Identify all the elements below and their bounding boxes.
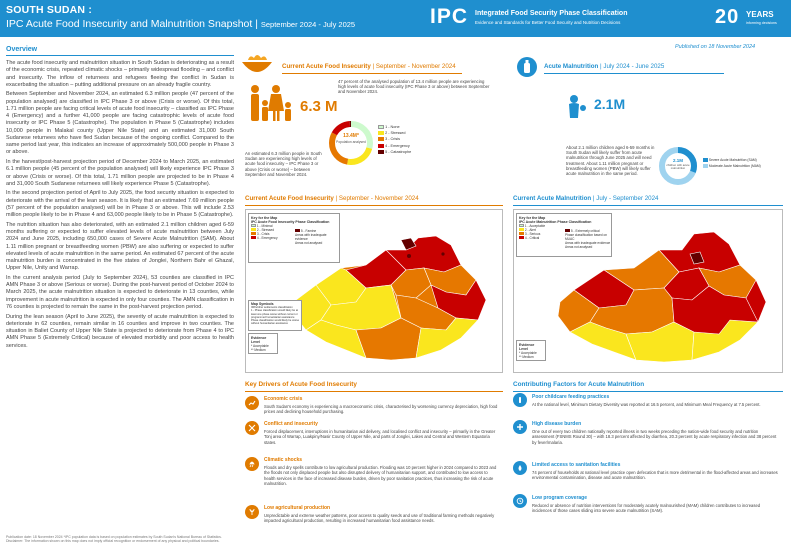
legend-label: 4 - Emergency — [256, 236, 278, 241]
nutrition-evidence-legend — [516, 340, 546, 361]
factor-title: Poor childcare feeding practices — [532, 394, 610, 400]
legend-label: Acceptable — [252, 344, 269, 349]
legend-row — [295, 233, 339, 241]
food-map-rule — [245, 205, 503, 206]
drivers-title: Key Drivers of Acute Food Insecurity — [245, 381, 357, 388]
legend-swatch-phase2 — [378, 131, 384, 135]
nutrition-title-sep: | — [600, 63, 602, 70]
nutrition-big-number: 2.1M — [594, 96, 626, 112]
food-evidence-legend — [248, 333, 278, 354]
climatic-shocks-icon — [245, 457, 259, 471]
factor-title: High disease burden — [532, 421, 582, 427]
nutrition-map-legend — [516, 213, 612, 257]
legend-swatch-phase3 — [378, 137, 384, 141]
nutrition-donut-value: 2.1M — [672, 158, 683, 163]
phase5-marker — [441, 252, 444, 255]
legend-label: Areas not analysed — [295, 241, 323, 246]
baby-bottle-icon — [516, 56, 538, 78]
nutrition-rule — [544, 73, 724, 74]
anniversary-number: 20 — [715, 6, 740, 28]
legend-column-2 — [295, 229, 339, 245]
legend-title: Evidence Level — [251, 336, 267, 345]
anniversary-label: YEARS — [746, 10, 774, 19]
factor-text: 74 percent of households at national level practice open defecation that is more detrimental in the flood-affected areas and increases environmental contamination, disease and acute malnutrition. — [532, 470, 778, 481]
overview-paragraph: The acute food insecurity and malnutrition situation in South Sudan is deteriorating as a result of the economic crisis, repeated climatic shocks – primarily widespread flooding – and conflict and insecurity. The inflow of returnees and refugees fleeing the conflict in Sudan is exacerbating the situation – putting additional pressure on an already fragile country. — [6, 60, 234, 88]
legend-label: 3 - Crisis — [256, 232, 270, 237]
header-bar — [0, 0, 791, 37]
legend-item — [703, 164, 771, 168]
nutrition-donut-legend — [703, 158, 771, 168]
legend-swatch-phase5 — [565, 229, 570, 232]
legend-row: Phase classification based on MUAC — [565, 233, 607, 242]
food-lead-text: 47 percent of the analysed population of 13.4 million people are experiencing high levels of acute food insecurity (IPC Phase 3 or above) between September and November 2024. — [338, 79, 490, 95]
legend-row: IDPs/other settlements classification — [251, 306, 293, 310]
legend-row: Areas with inadequate evidence — [565, 241, 611, 246]
phase5-marker — [407, 254, 411, 258]
nutrition-map-title — [513, 195, 659, 202]
driver-text: Unpredictable and extreme weather patterns, poor access to quality seeds and use of traditional farming methods negatively impacted agricultural production, resulting in increased humanitarian food assistance needs. — [264, 513, 495, 524]
legend-label: 4 - Emergency — [385, 143, 410, 148]
legend-label: 1 - None — [385, 125, 400, 129]
factor-title: Low program coverage — [532, 495, 588, 501]
factor-text: Reduced or absence of nutrition interventions for moderately acutely malnourished (MAM) children contributes to increased incidences of those cases sliding into severe acute malnutrition (SAM). — [532, 503, 761, 514]
legend-label: 2 - Stressed — [256, 228, 275, 233]
food-rule — [282, 73, 462, 74]
factors-title: Contributing Factors for Acute Malnutrition — [513, 381, 645, 388]
legend-swatch-phase2 — [519, 228, 524, 231]
report-title: SOUTH SUDAN : — [6, 4, 93, 16]
nutrition-map-period: July - September 2024 — [596, 195, 659, 202]
legend-subtitle: IPC Acute Malnutrition Phase Classification — [519, 220, 592, 225]
program-coverage-icon — [513, 494, 527, 508]
factor-title: Limited access to sanitation facilities — [532, 462, 621, 468]
legend-swatch-phase2 — [251, 228, 256, 231]
legend-swatch-phase5 — [295, 229, 300, 232]
legend-subtitle: IPC Acute Food Insecurity Phase Classification — [251, 220, 330, 225]
legend-label: 4 - Critical — [524, 236, 540, 241]
legend-title: Key for the Map — [251, 216, 278, 220]
legend-label: 2 - Stressed — [385, 131, 406, 136]
publication-date: Published on 18 November 2024 — [675, 44, 756, 50]
legend-title: Evidence Level — [519, 343, 535, 352]
overview-rule — [6, 55, 234, 56]
nutrition-section-title — [544, 63, 664, 70]
driver-title: Economic crisis — [264, 396, 303, 402]
nutrition-text: About 2.1 million children aged 6-59 months in South Sudan will likely suffer from acute malnutrition through June 2025 and will need treatment. About 1.11 million pregnant or breastfeeding women (PBW) will likely suffer acute malnutrition in the same period. — [566, 145, 655, 177]
legend-swatch-phase3 — [519, 232, 524, 235]
overview-heading: Overview — [6, 46, 38, 53]
driver-text: Floods and dry spells contribute to low agricultural production. Flooding was 10 percent higher in 2024 compared to 2023 and the floods not only displaced people but also disrupted delivery of humanitarian support, and contributed to low access to health services in the face of increased disease burden, driven by poor sanitation practices, thus increasing the risk of acute malnutrition. — [264, 465, 497, 486]
nutrition-map-rule — [513, 205, 783, 206]
legend-label: 1 - Acceptable — [524, 224, 546, 229]
driver-title: Conflict and insecurity — [264, 421, 318, 427]
legend-row: * Acceptable — [251, 344, 269, 349]
food-map-title-text: Current Acute Food Insecurity — [245, 195, 334, 202]
report-period: September 2024 - July 2025 — [260, 20, 356, 29]
overview-paragraph: In the second projection period of April to July 2025, the food security situation is expected to deteriorate with the arrival of the lean season. It is likely that an estimated 7.69 million people (57 percent of the population analysed) will be in Phase 3 or above. This will include 2.53 million people likely to be in Phase 4 and 63,000 people likely to be in Phase 5 (Catastrophe). — [6, 190, 234, 219]
sanitation-icon — [513, 461, 527, 475]
food-map-legend — [248, 213, 340, 263]
factors-rule — [513, 391, 783, 392]
overview-paragraph: Between September and November 2024, an estimated 6.3 million people (47 percent of the population analysed) are classified in IPC Phase 3 or above (Crisis or worse). Of this total, 1.71 million people are facing critical levels of acute food insecurity – classified as IPC Phase 4 (Emergency) and a further 41,000 people are facing catastrophic levels of acute food insecurity or IPC Phase 5 (Catastrophe). The population in Phase 5 (Catastrophe) includes 10,000 people in Malakal county (Upper Nile State) and an estimated 31,000 South Sudanese returnees who have fled Sudan because of the ongoing conflict. Compared to the same period last year, this indicates an increase of approximately 500,000 people in Phase 3 or above. — [6, 91, 234, 156]
overview-paragraph: The nutrition situation has also deteriorated, with an estimated 2.1 million children aged 6-59 months suffering or expected to suffer elevated levels of acute malnutrition between July 2024 and June 2025, including 650,000 cases of Severe Acute Malnutrition (SAM). About 1.11 million pregnant or breastfeeding women (PBW) are also suffering or expected to suffer elevated levels of acute malnutrition in the same period. An estimated 67 percent of the acute malnutrition burden is concentrated in the five states of Jonglei, Northern Bahr el Ghazal, Upper Nile, Unity and Warrap. — [6, 221, 234, 272]
legend-label: Acceptable — [520, 351, 537, 356]
legend-row: Areas not analysed — [565, 245, 593, 250]
food-donut-legend — [378, 124, 411, 155]
legend-swatch-phase4 — [378, 144, 384, 148]
ipc-subtagline: Evidence and Standards for Better Food Security and Nutrition Decisions — [475, 20, 621, 25]
overview-paragraph: In the current analysis period (July to September 2024), 53 counties are classified in IPC AMN Phase 3 or above (Serious or worse). During the post-harvest period of October 2024 to March 2025, the acute malnutrition situation is expected to deteriorate in 13 counties, while improvement in acute malnutrition is expected in only four counties. The AMN classification in 76 counties is projected to remain the same in the post-harvest projection period. — [6, 274, 234, 310]
report-subtitle — [6, 18, 355, 30]
legend-label: 2 - Alert — [524, 228, 536, 233]
legend-row: ** Medium — [519, 355, 534, 360]
legend-row: 1 - Phase classification would likely be at least one phase worse without current or programmed humanitarian assistance — [251, 309, 298, 319]
food-donut-value: 13.4M* — [343, 133, 359, 139]
food-title-sep: | — [372, 63, 375, 70]
driver-text: South Sudan's economy is experiencing a macroeconomic crisis, characterised by worsening currency depreciation, high food prices and declining household purchasing. — [264, 404, 498, 415]
food-donut-label: Population analysed — [336, 140, 366, 144]
food-period: September - November 2024 — [375, 63, 456, 70]
legend-label: Severe Acute Malnutrition (SAM) — [708, 158, 757, 162]
legend-swatch-phase1 — [519, 224, 524, 227]
conflict-icon — [245, 421, 259, 435]
food-map-title — [245, 195, 419, 202]
nutrition-period: July 2024 - June 2025 — [603, 63, 665, 70]
family-icon — [246, 83, 294, 123]
legend-swatch-phase4 — [251, 236, 256, 239]
legend-swatch-mam — [703, 164, 708, 168]
legend-swatch-phase3 — [251, 232, 256, 235]
nutrition-donut-label: children with acute malnutrition — [666, 163, 690, 171]
legend-item — [378, 143, 411, 149]
legend-row: ** Medium — [251, 348, 266, 353]
child-icon — [566, 94, 588, 120]
legend-label: 5 - Extremely critical — [570, 229, 600, 233]
overview-text — [6, 60, 234, 352]
driver-title: Climatic shocks — [264, 457, 303, 463]
food-side-text: An estimated 6.3 million people in South Sudan are experiencing high levels of acute food insecurity – IPC Phase 3 or above (Crisis or worse) – between September and November 2024. — [245, 151, 322, 177]
legend-item — [378, 149, 411, 155]
driver-title: Low agricultural production — [264, 505, 331, 511]
legend-label: 1 - Minimal — [256, 224, 273, 229]
factor-text: At the national level, Minimum Dietary Diversity was reported at 16.5 percent, and Minimum Meal Frequency at 7.5 percent. — [532, 402, 761, 407]
food-big-number: 6.3 M — [300, 98, 338, 115]
legend-row: Phase classification would likely be worse without humanitarian assistance — [251, 319, 300, 326]
legend-label: 3 - Crisis — [385, 137, 401, 142]
legend-swatch-phase5 — [378, 150, 384, 154]
food-map-sep: | — [335, 195, 338, 202]
nutrition-map-sep: | — [592, 195, 595, 202]
drivers-rule — [245, 391, 503, 392]
legend-row: * Acceptable — [519, 351, 537, 356]
legend-swatch-phase4 — [519, 236, 524, 239]
ipc-tagline: Integrated Food Security Phase Classification — [475, 10, 628, 17]
legend-label: Medium — [522, 355, 534, 360]
nutrition-map-title-text: Current Acute Malnutrition — [513, 195, 592, 202]
legend-title: Map Symbols — [251, 302, 274, 306]
overview-paragraph: In the harvest/post-harvest projection period of December 2024 to March 2025, an estimated 6.1 million people (45 percent of the population analysed) will likely experience IPC Phase 3 or above (Crisis or worse). Of this total, 1.71 million people are projected to be in Phase 4 and 31,000 South Sudanese returnees will likely experience Phase 5 (Catastrophe). — [6, 159, 234, 187]
disease-icon — [513, 420, 527, 434]
ipc-logo: IPC — [430, 5, 469, 28]
food-title-text: Current Acute Food Insecurity — [282, 63, 371, 70]
driver-text: Forced displacement, interruptions in humanitarian aid delivery, and localised conflict and insecurity – primarily in the Greater Tonj area of Warrap, Luakpiny/Nasir County of Upper Nile, and parts of Jonglei, Lakes and Central and Western Equatoria states. — [264, 429, 496, 445]
legend-label: Areas with inadequate evidence — [295, 233, 327, 242]
legend-swatch-phase1 — [378, 125, 384, 129]
food-bowl-icon — [240, 52, 274, 78]
economic-crisis-icon — [245, 396, 259, 410]
legend-label: Moderate Acute Malnutrition (MAM) — [708, 164, 761, 169]
factor-text: One out of every two children nationally reported illness in two weeks preceding the nation-wide food security and nutrition assessment (FSNMS Round 30) – with 18.3 percent affected by diarrhea, 20.3 percent by acute respiratory infection and 38 percent by fever/malaria. — [532, 429, 777, 445]
legend-column-2 — [565, 229, 611, 249]
food-map-symbols — [248, 300, 302, 331]
anniversary-sub: informing decisions — [746, 21, 777, 25]
legend-label: 3 - Serious — [524, 232, 541, 237]
food-section-title — [282, 63, 456, 70]
legend-swatch-phase1 — [251, 224, 256, 227]
legend-item — [703, 158, 771, 162]
footnote: Publication date: 18 November 2024 *IPC population data is based on population estimates by South Sudan's National Bureau of Statistics. Disclaimer: The information shown on this map does not imply official recognition or endorsement of any physical and political boundaries. — [6, 535, 222, 544]
food-map-period: September - November 2024 — [338, 195, 419, 202]
legend-label: Medium — [254, 348, 266, 353]
legend-label: 5 - Catastrophe — [385, 149, 412, 154]
overview-paragraph: During the lean season (April to June 2025), the severity of acute malnutrition is expected to deteriorate in 62 counties, remain similar in 16 counties and improve in two counties. The situation in Baliet County of Upper Nile State is projected to deteriorate from Phase 4 to IPC AMN Phase 5 (Extremely Critical) because of elevated morbidity and poor access to health services. — [6, 313, 234, 349]
agriculture-icon — [245, 505, 259, 519]
feeding-practices-icon — [513, 393, 527, 407]
legend-row — [295, 241, 339, 245]
legend-label: 5 - Famine — [300, 229, 317, 233]
legend-title: Key for the Map — [519, 216, 546, 220]
legend-swatch-sam — [703, 158, 708, 162]
nutrition-title-text: Acute Malnutrition — [544, 63, 599, 70]
subtitle-text: IPC Acute Food Insecurity and Malnutrition Snapshot | — [6, 18, 261, 30]
